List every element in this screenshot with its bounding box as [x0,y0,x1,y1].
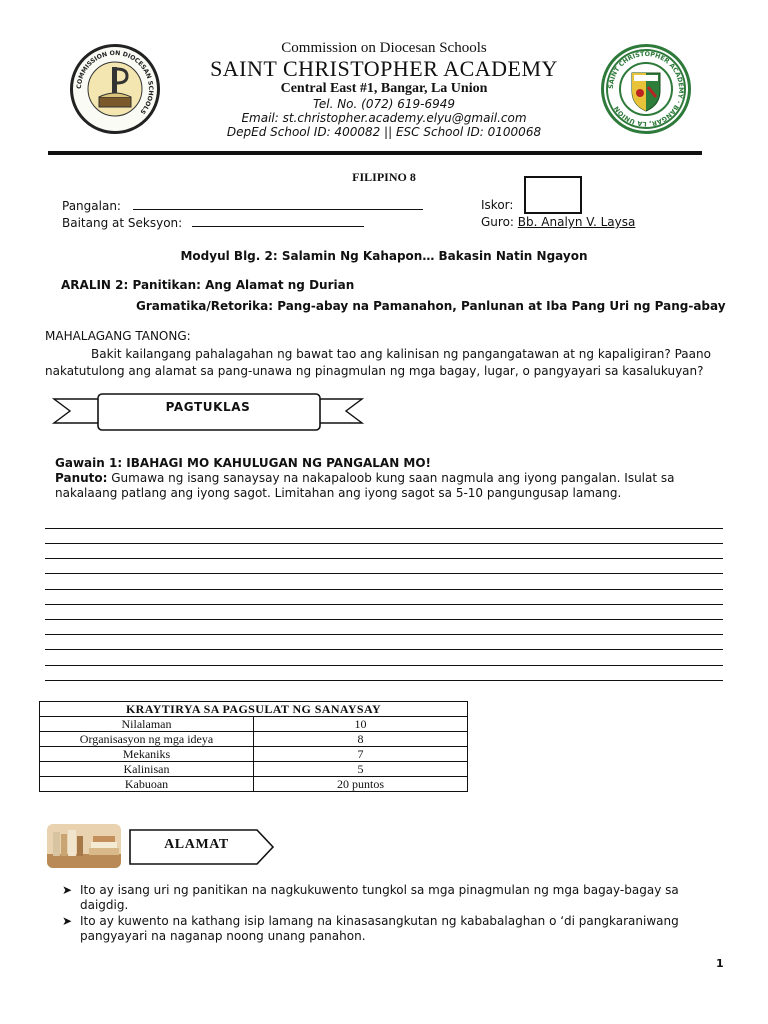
essential-question-label: MAHALAGANG TANONG: [45,329,191,343]
name-label: Pangalan: [62,199,121,213]
writing-line[interactable] [45,543,723,544]
writing-line[interactable] [45,573,723,574]
writing-line[interactable] [45,634,723,635]
rubric-points: 10 [254,717,468,732]
header-school-ids: DepEd School ID: 400082 || ESC School ID: 0100068 [226,125,542,139]
name-blank[interactable] [133,198,423,210]
section-blank[interactable] [192,215,364,227]
header-organization: Commission on Diocesan Schools [281,40,487,56]
instructions-label: Panuto: [55,471,108,485]
alamat-definition-1: Ito ay isang uri ng panitikan na nagkukuwento tungkol sa mga pinagmulan ng mga bagay-bagay sa daigdig. [80,883,679,912]
logo-left-text: COMMISSION ON DIOCESAN SCHOOLS [75,49,155,116]
score-label: Iskor: [481,198,514,212]
subject-title: FILIPINO 8 [352,170,416,184]
alamat-label: ALAMAT [164,837,229,852]
rubric-points: 8 [254,732,468,747]
rubric-criterion: Mekaniks [40,747,254,762]
writing-line[interactable] [45,619,723,620]
teacher-field [481,215,635,229]
teacher-name: Bb. Analyn V. Laysa [517,215,636,229]
table-row [40,717,468,732]
rubric-criterion: Kabuoan [40,777,254,792]
table-row [40,732,468,747]
list-item [62,883,720,913]
writing-line[interactable] [45,649,723,650]
page-number: 1 [716,957,724,970]
name-field[interactable] [62,198,423,213]
lesson-title: ARALIN 2: Panitikan: Ang Alamat ng Durian [61,278,355,292]
logo-right-text: SAINT CHRISTOPHER ACADEMY · BANGAR, LA UNION [606,49,686,129]
header-divider [48,151,702,155]
books-image [47,824,121,868]
table-row [40,762,468,777]
task-instructions [55,471,695,501]
section-field[interactable] [62,215,364,230]
teacher-label: Guro: [481,215,514,229]
header-address: Central East #1, Bangar, La Union [280,81,488,96]
rubric-title: KRAYTIRYA SA PAGSULAT NG SANAYSAY [40,702,468,717]
rubric-points: 20 puntos [254,777,468,792]
header-school-name: SAINT CHRISTOPHER ACADEMY [210,56,558,81]
writing-line[interactable] [45,589,723,590]
rubric-points: 5 [254,762,468,777]
writing-line[interactable] [45,558,723,559]
rubric-points: 7 [254,747,468,762]
grammar-topic: Gramatika/Retorika: Pang-abay na Pamanahon, Panlunan at Iba Pang Uri ng Pang-abay [136,299,726,313]
rubric-criterion: Kalinisan [40,762,254,777]
table-row [40,777,468,792]
essential-question-text: Bakit kailangang pahalagahan ng bawat tao ang kalinisan ng pangangatawan at ng kapaligiran? Paano nakatutulong ang alamat sa pang-unawa ng pinagmulan ng mga bagay, lugar, o pangyayari sa kasalukuyan? [45,347,711,378]
rubric-criterion: Nilalaman [40,717,254,732]
writing-line[interactable] [45,604,723,605]
list-item [62,914,720,944]
table-row [40,747,468,762]
score-field [481,198,513,212]
alamat-definition-2: Ito ay kuwento na kathang isip lamang na kinasasangkutan ng kababalaghan o ‘di pangkaraniwang pangyayari na naganap noong unang panahon. [80,914,679,943]
rubric-table [39,701,468,792]
pagtuklas-label: PAGTUKLAS [165,400,251,414]
writing-line[interactable] [45,528,723,529]
section-label: Baitang at Seksyon: [62,216,183,230]
arrow-bullet-icon: ➤ [62,883,73,897]
instructions-text: Gumawa ng isang sanaysay na nakapaloob kung saan nagmula ang iyong pangalan. Isulat sa nakalaang patlang ang iyong sagot. Limitahan ang iyong sagot sa 5-10 pangungusap lamang. [55,471,675,500]
module-title: Modyul Blg. 2: Salamin Ng Kahapon… Bakasin Natin Ngayon [180,249,588,263]
rubric-criterion: Organisasyon ng mga ideya [40,732,254,747]
header-email: Email: st.christopher.academy.elyu@gmail.com [241,111,527,125]
task-title: Gawain 1: IBAHAGI MO KAHULUGAN NG PANGALAN MO! [55,456,432,470]
writing-line[interactable] [45,665,723,666]
header-telephone: Tel. No. (072) 619-6949 [313,97,455,111]
writing-line[interactable] [45,680,723,681]
arrow-bullet-icon: ➤ [62,914,73,928]
score-box[interactable] [524,176,582,214]
